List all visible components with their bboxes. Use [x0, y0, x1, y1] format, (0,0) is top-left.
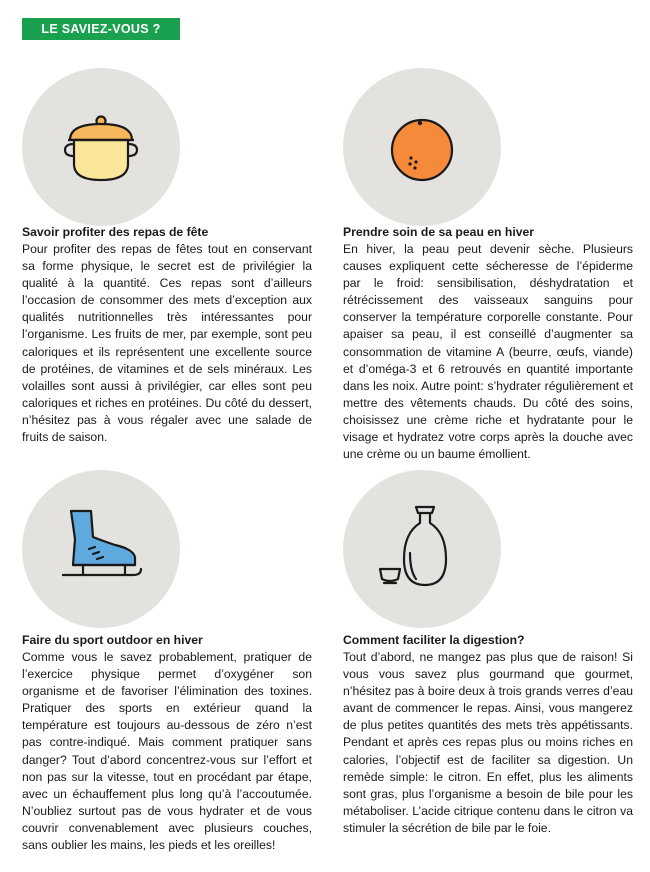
section-body: Comme vous le savez probablement, pratiquer de l’exercice physique permet d’oxygéner son organisme et de favoriser l’élimination des toxines. Pratiquer des sports en extérieur quand la température est toujours au-dessous de zéro n’est pas contre-indiqué. Mais comment pratiquer sans danger? Tout d’abord concentrez-vous sur l’effort et non pas sur la vitesse, tout en procédant par étape, avec un échauffement plus long qu’à l’accoutumée. N’oubliez surtout pas de vous hydrater et de vous couvrir convenablement avec plusieurs couches, sans oublier les mains, les pieds et les oreilles! [22, 650, 312, 853]
orange-icon [377, 102, 467, 192]
section-title: Comment faciliter la digestion? [343, 633, 525, 647]
section-digestion [343, 632, 633, 837]
section-title: Prendre soin de sa peau en hiver [343, 225, 535, 239]
cooking-pot-icon [56, 102, 146, 192]
section-body: Pour profiter des repas de fêtes tout en conservant sa forme physique, le secret est de privilégier la qualité à la quantité. Ces repas sont d’ailleurs l’occasion de consommer des mets d’exception aux qualités nutritionnelles très intéressantes pour l’organisme. Les fruits de mer, par exemple, sont peu caloriques et ils représentent une excellente source de protéines, de vitamines et de sels minéraux. Les volailles sont aussi à privilégier, car elles sont peu caloriques et riches en protéines. Du côté du dessert, n’hésitez pas à vous régaler avec une salade de fruits de saison. [22, 242, 312, 445]
section-winter-skin [343, 224, 633, 463]
section-holiday-meals [22, 224, 312, 446]
icon-circle [343, 470, 501, 628]
section-body: Tout d’abord, ne mangez pas plus que de raison! Si vous vous savez plus gourmand que gourmet, n’hésitez pas à boire deux à trois grands verres d’eau avant de commencer le repas. Ainsi, vous mangerez de plus petites quantités des mets très appétissants. Pendant et après ces repas plus ou moins riches en calories, l’objectif est de faciliter sa digestion. Un remède simple: le citron. En effet, plus les aliments sont gras, plus l’organisme a besoin de bile pour les métaboliser. L’acide citrique contenu dans le citron va stimuler la sécrétion de bile par le foie. [343, 650, 633, 835]
icon-circle [343, 68, 501, 226]
section-badge: LE SAVIEZ-VOUS ? [22, 18, 180, 40]
section-title: Savoir profiter des repas de fête [22, 225, 209, 239]
icon-circle [22, 470, 180, 628]
section-body: En hiver, la peau peut devenir sèche. Plusieurs causes expliquent cette sécheresse de l’épiderme par le froid: sensibilisation, déshydratation et rétrécissement des vaisseaux sanguins pour conserver la température corporelle constante. Pour apaiser sa peau, il est conseillé d’augmenter sa consommation de vitamine A (beurre, œufs, viande) et d’oméga-3 et 6 retrouvés en quantité importante dans les noix. Autre point: s’hydrater régulièrement et mettre des vêtements chauds. Du côté des soins, choisissez une crème riche et hydratante pour le visage et hydratez votre corps après la douche avec une crème ou un baume émollient. [343, 242, 633, 462]
section-title: Faire du sport outdoor en hiver [22, 633, 203, 647]
section-winter-sport [22, 632, 312, 854]
icon-circle [22, 68, 180, 226]
sake-bottle-cup-icon [374, 501, 470, 597]
ice-skate-icon [53, 501, 149, 597]
